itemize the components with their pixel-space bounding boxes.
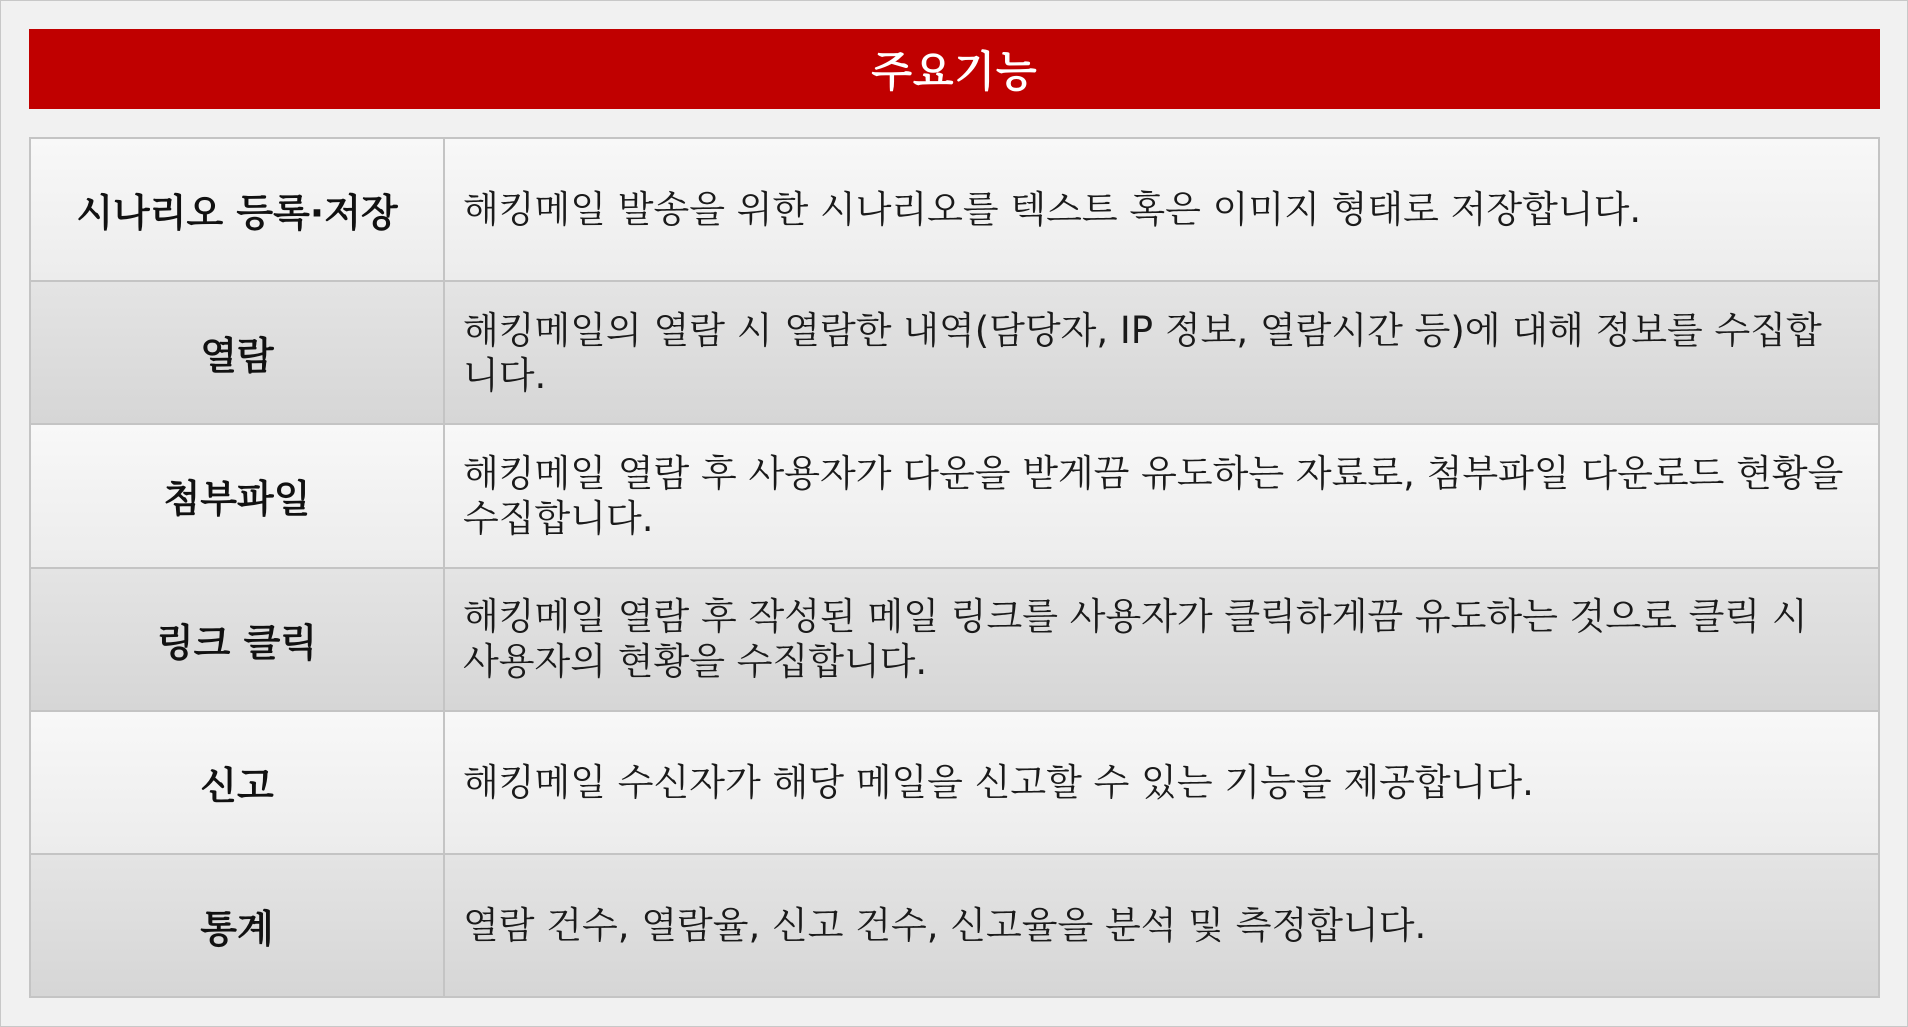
feature-row-open <box>31 282 1878 425</box>
feature-name: 신고 <box>31 712 445 853</box>
feature-description: 해킹메일 열람 후 작성된 메일 링크를 사용자가 클릭하게끔 유도하는 것으로 클릭 시 사용자의 현황을 수집합니다. <box>463 595 1808 684</box>
feature-description: 해킹메일의 열람 시 열람한 내역(담당자, IP 정보, 열람시간 등)에 대해 정보를 수집합니다. <box>463 308 1822 397</box>
feature-row-statistics <box>31 855 1878 996</box>
feature-name: 통계 <box>31 855 445 996</box>
feature-description: 해킹메일 열람 후 사용자가 다운을 받게끔 유도하는 자료로, 첨부파일 다운로드 현황을 수집합니다. <box>463 451 1844 540</box>
feature-name: 시나리오 등록·저장 <box>31 139 445 280</box>
feature-row-attachment <box>31 425 1878 568</box>
feature-name: 첨부파일 <box>31 425 445 566</box>
feature-description: 해킹메일 발송을 위한 시나리오를 텍스트 혹은 이미지 형태로 저장합니다. <box>463 188 1642 232</box>
header-bar <box>29 29 1880 109</box>
feature-name: 열람 <box>31 282 445 423</box>
page-title: 주요기능 <box>871 47 1038 96</box>
feature-row-report <box>31 712 1878 855</box>
feature-description: 열람 건수, 열람율, 신고 건수, 신고율을 분석 및 측정합니다. <box>463 903 1427 947</box>
feature-row-link-click <box>31 569 1878 712</box>
feature-name: 링크 클릭 <box>31 569 445 710</box>
feature-table <box>29 137 1880 998</box>
feature-description: 해킹메일 수신자가 해당 메일을 신고할 수 있는 기능을 제공합니다. <box>463 760 1534 804</box>
feature-row-scenario <box>31 139 1878 282</box>
